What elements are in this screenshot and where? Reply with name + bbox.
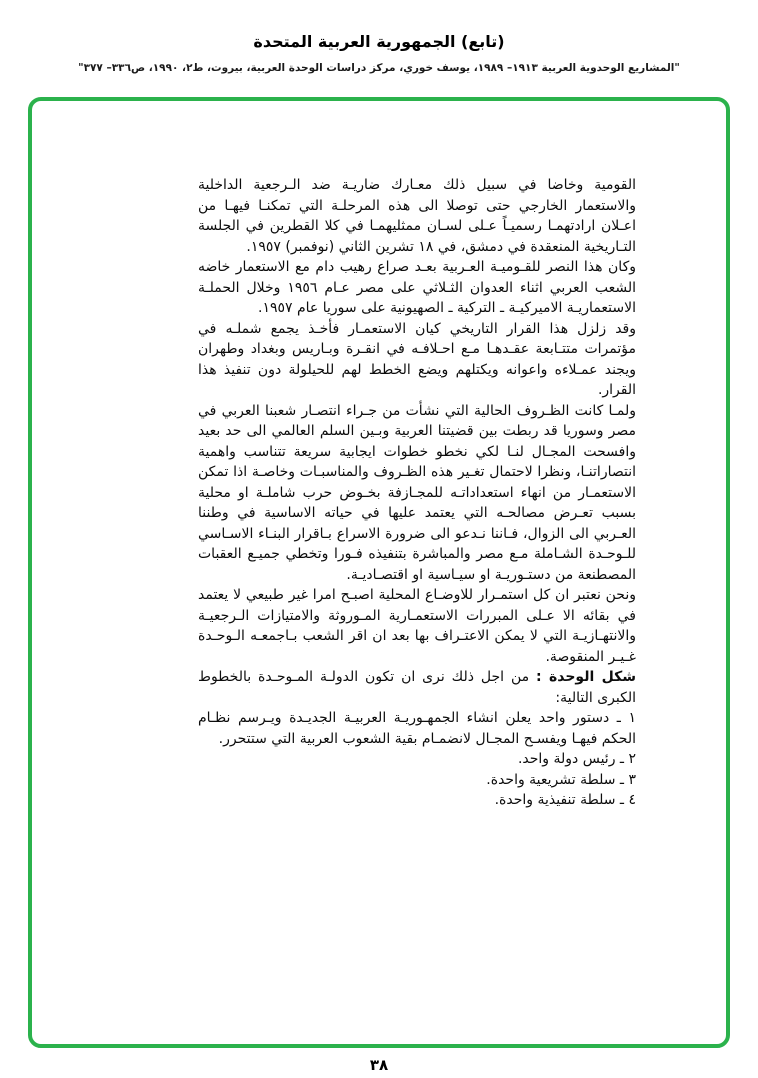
unity-paragraph xyxy=(198,667,636,708)
paragraph-5: ونحن نعتبر ان كل استمـرار للاوضـاع المحلية اصبـح امرا غير طبيعي لا يعتمد في بقائه الا عـلى المبررات الاستعمـارية المـوروثة والامتيازات الـرجعيـة والانتهـازيـة التي لا يمكن الاعتـراف بها بعد ان اقر الشعب بـاجمعـه الـوحـدة غـيـر المنقوصة. xyxy=(198,587,636,665)
paragraph-1: القومية وخاضا في سبيل ذلك معـارك ضاريـة ضد الـرجعية الداخلية والاستعمار الخارجي حتى توصلا الى هذه المرحلـة التي تمكنـا فيهـا من اعـلان ارادتهمـا رسميـاً عـلى لسـان ممثليهمـا في كلا القطرين في الجلسة التـاريخية المنعقدة في دمشق، في ١٨ تشرين الثاني (نوفمبر) ١٩٥٧. xyxy=(198,177,636,255)
body-text-block xyxy=(198,175,636,811)
unity-heading: شكل الوحدة : xyxy=(536,669,637,685)
header-source-citation: "المشاريع الوحدوية العربية ١٩١٣– ١٩٨٩، يوسف خوري، مركز دراسات الوحدة العربية، بيروت، ط٢، ١٩٩٠، ص٣٣٦– ٣٧٧" xyxy=(78,62,680,74)
paragraph-4: ولمـا كانت الظـروف الحالية التي نشأت من جـراء انتصـار شعبنا العربي في مصر وسوريا قد ربطت بين قضيتنا العربية وبـين السلم العالمي الى حد بعيد وافسحت المجـال لنـا لكي نخطو خطوات ايجابية سريعة تتناسب واهمية انتصاراتنـا، ونظرا لاحتمال تغـير هذه الظـروف والمناسبـات وخاصـة اذا تمكن الاستعمـار من انهاء استعداداتـه للمجـازفة بخـوض حرب شاملـة او محلية بسبب تعـرض مصالحـه التي يعتمد عليها في حياته الاساسية في وطننا العـربي الى الزوال، فـاننا نـدعو الى ضرورة الاسراع بـاقرار البنـاء الاسـاسي للـوحـدة الشـاملة مـع مصر والمباشرة بتنفيذه فـورا وتخطي جميـع العقبات المصطنعة من دستـوريـة او سيـاسية او اقتصـاديـة. xyxy=(198,402,636,583)
list-item-1: ١ ـ دستور واحد يعلن انشاء الجمهـوريـة العربيـة الجديـدة ويـرسم نظـام الحكم فيهـا ويفسـح المجـال لانضمـام بقية الشعوب العربية التي ستتحرر. xyxy=(198,710,636,747)
page-number: ٣٨ xyxy=(369,1056,389,1074)
list-item-2: ٢ ـ رئيس دولة واحد. xyxy=(517,751,636,767)
paragraph-3: وقد زلزل هذا القرار التاريخي كيان الاستعمـار فأخـذ يجمع شملـه في مؤتمرات متتـابعة عقـدهـا مـع احـلافـه في انقـرة وبـاريس وبغداد وطهران ويجند عمـلاءه واعوانه ويكتلهم ويضع الخطط لهم للحيلولة دون تنفيذ هذا القرار. xyxy=(198,320,636,398)
list-item-3: ٣ ـ سلطة تشريعية واحدة. xyxy=(486,771,636,788)
paragraph-2: وكان هذا النصر للقـوميـة العـربية بعـد صراع رهيب دام مع الاستعمار خاضه الشعب العربي اثناء العدوان الثـلاثي على مصر عـام ١٩٥٦ وخلال الحملـة الاستعماريـة الاميركيـة ـ التركية ـ الصهيونية على سوريا عام ١٩٥٧. xyxy=(198,259,636,316)
header-title: (تابع) الجمهورية العربية المتحدة xyxy=(253,32,505,51)
green-border-frame xyxy=(28,97,730,1048)
list-item-4: ٤ ـ سلطة تنفيذية واحدة. xyxy=(494,792,636,808)
page-header xyxy=(0,32,758,74)
unity-intro: من اجل ذلك نرى ان تكون الدولـة المـوحـدة بالخطوط الكبرى التالية: xyxy=(198,669,636,706)
